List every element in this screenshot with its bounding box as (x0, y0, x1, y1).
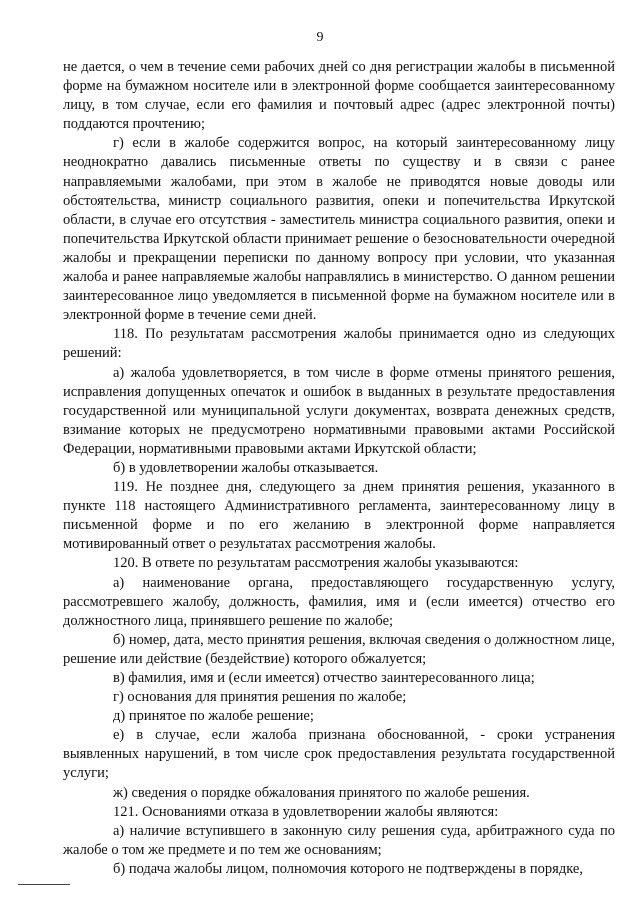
paragraph: б) подача жалобы лицом, полномочия которого не подтверждены в порядке, (113, 860, 583, 877)
paragraph: ж) сведения о порядке обжалования принятого по жалобе решения. (113, 784, 530, 801)
paragraph: 119. Не позднее дня, следующего за днем принятия решения, указанного в пункте 118 настоящего Административного регламента, заинтересованному лицу в письменной форме и по его желанию в электронной форме направляется мотивированный ответ о результатах рассмотрения жалобы. (63, 479, 615, 553)
paragraph: 118. По результатам рассмотрения жалобы принимается одно из следующих решений: (63, 326, 615, 362)
paragraph: г) если в жалобе содержится вопрос, на который заинтересованному лицу неоднократно давались письменные ответы по существу и в связи с ранее направляемыми жалобами, при этом в жалобе не приводятся новые доводы или обстоятельства, министр социального развития, опеки и попечительства Иркутской области, в случае его отсутствия - заместитель министра социального развития, опеки и попечительства Иркутской области принимает решение о безосновательности очередной жалобы и прекращении переписки по данному вопросу при условии, что указанная жалоба и ранее направляемые жалобы направлялись в министерство. О данном решении заинтересованное лицо уведомляется в письменной форме на бумажном носителе или в электронной форме в течение семи дней. (63, 135, 615, 324)
paragraph: а) наименование органа, предоставляющего государственную услугу, рассмотревшего жалобу, должность, фамилия, имя и (если имеется) отчество его должностного лица, принявшего решение по жалобе; (63, 574, 615, 629)
paragraph: б) номер, дата, место принятия решения, включая сведения о должностном лице, решение или действие (бездействие) которого обжалуется; (63, 631, 615, 667)
paragraph: 121. Основаниями отказа в удовлетворении жалобы являются: (113, 803, 499, 820)
paragraph: не дается, о чем в течение семи рабочих дней со дня регистрации жалобы в письменной форме на бумажном носителе или в электронной форме сообщается заинтересованному лицу, в том случае, если его фамилия и почтовый адрес (адрес электронной почты) поддаются прочтению; (63, 59, 615, 133)
paragraph: б) в удовлетворении жалобы отказывается. (113, 459, 379, 476)
paragraph: д) принятое по жалобе решение; (113, 708, 314, 725)
paragraph: в) фамилия, имя и (если имеется) отчество заинтересованного лица; (113, 670, 535, 686)
paragraph: е) в случае, если жалоба признана обоснованной, - сроки устранения выявленных нарушений, в том числе срок предоставления результата государственной услуги; (63, 727, 615, 782)
paragraph: а) жалоба удовлетворяется, в том числе в форме отмены принятого решения, исправления допущенных опечаток и ошибок в выданных в результате предоставления государственной или муниципальной услуги документах, возврата денежных средств, взимание которых не предусмотрено нормативными правовыми актами Российской Федерации, нормативными правовыми актами Иркутской области; (63, 364, 615, 457)
paragraph: г) основания для принятия решения по жалобе; (113, 689, 407, 706)
footer-rule (18, 884, 70, 885)
paragraph: а) наличие вступившего в законную силу решения суда, арбитражного суда по жалобе о том же предмете и по тем же основаниям; (63, 822, 615, 858)
paragraph: 120. В ответе по результатам рассмотрения жалобы указываются: (113, 555, 519, 572)
document-body (63, 58, 615, 879)
page-number: 9 (316, 30, 324, 45)
